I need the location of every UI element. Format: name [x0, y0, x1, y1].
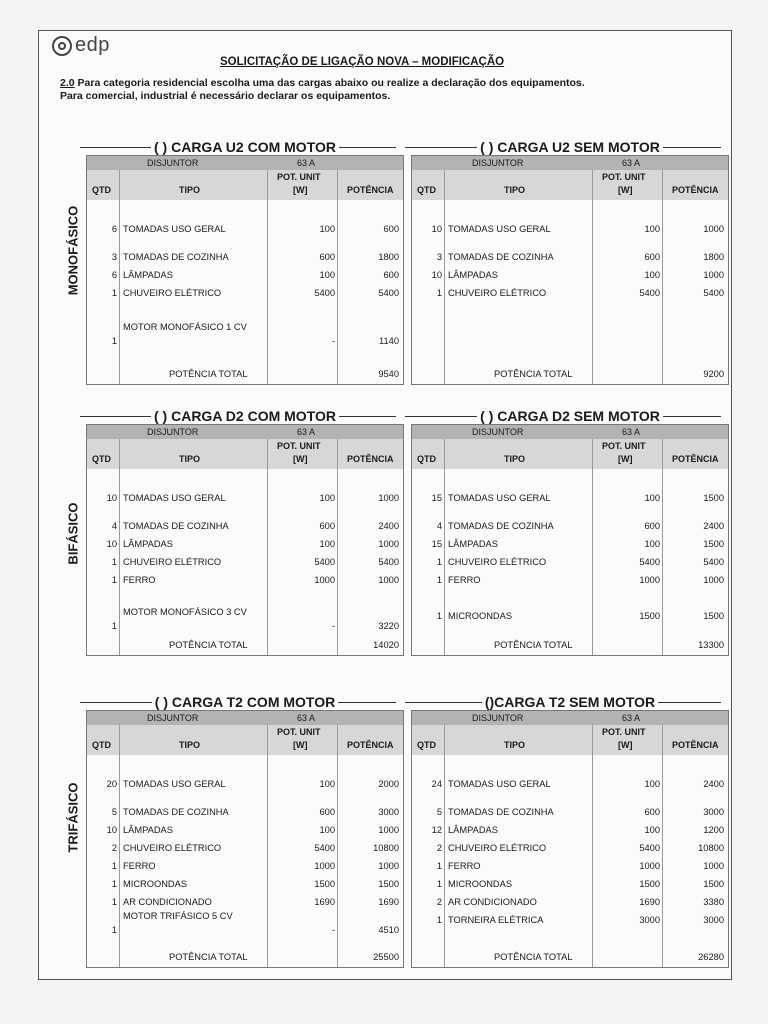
row-qtd: 2 [436, 897, 442, 907]
row-qtd: 1 [111, 336, 117, 346]
row-tipo: TOMADAS DE COZINHA [123, 252, 229, 262]
row-tipo: TOMADAS DE COZINHA [123, 807, 229, 817]
row-pot-unit: 1000 [314, 861, 335, 871]
edp-logo-icon [52, 36, 72, 56]
row-pot-unit: 1500 [639, 611, 660, 621]
load-table [86, 424, 404, 656]
row-pot-unit: 5400 [639, 557, 660, 567]
disjuntor-label: DISJUNTOR [472, 158, 524, 168]
row-tipo: TOMADAS USO GERAL [448, 779, 551, 789]
header-pot-unit: POT. UNIT [602, 172, 646, 182]
row-pot-unit: 5400 [639, 288, 660, 298]
row-pot-unit: 600 [644, 807, 660, 817]
row-tipo: MOTOR MONOFÁSICO 1 CV [123, 322, 247, 332]
row-qtd: 1 [436, 861, 442, 871]
row-qtd: 10 [106, 825, 117, 835]
row-potencia: 1200 [703, 825, 724, 835]
row-potencia: 3000 [703, 807, 724, 817]
table-header [412, 725, 728, 755]
row-qtd: 24 [431, 779, 442, 789]
logo-text: edp [75, 34, 110, 56]
card-title-text: ()CARGA T2 SEM MOTOR [482, 694, 658, 710]
row-qtd: 6 [111, 224, 117, 234]
potencia-total-label: POTÊNCIA TOTAL [494, 640, 573, 650]
disjuntor-row [87, 425, 403, 439]
row-tipo: TOMADAS DE COZINHA [448, 807, 554, 817]
header-pot-unit: POT. UNIT [277, 172, 321, 182]
column-divider [337, 170, 338, 384]
row-pot-unit: - [331, 925, 335, 935]
row-potencia: 1500 [703, 879, 724, 889]
column-divider [119, 439, 120, 655]
row-pot-unit: 1690 [639, 897, 660, 907]
row-tipo: FERRO [448, 861, 481, 871]
load-card [411, 139, 729, 389]
load-table [411, 424, 729, 656]
document-title: SOLICITAÇÃO DE LIGAÇÃO NOVA – MODIFICAÇÃO [220, 56, 505, 68]
row-qtd: 1 [436, 288, 442, 298]
card-title [86, 694, 404, 710]
table-header [87, 439, 403, 469]
row-pot-unit: 3000 [639, 915, 660, 925]
row-potencia: 5400 [703, 288, 724, 298]
header-pot-unit: POT. UNIT [602, 441, 646, 451]
column-divider [662, 725, 663, 967]
disjuntor-label: DISJUNTOR [472, 713, 524, 723]
header-potencia: POTÊNCIA [672, 185, 719, 195]
row-qtd: 1 [111, 861, 117, 871]
potencia-total-value: 14020 [373, 640, 399, 650]
row-tipo: CHUVEIRO ELÉTRICO [448, 843, 547, 853]
row-pot-unit: 1500 [639, 879, 660, 889]
row-qtd: 1 [111, 557, 117, 567]
row-potencia: 1000 [703, 224, 724, 234]
header-pot-unit: POT. UNIT [277, 441, 321, 451]
disjuntor-row [87, 711, 403, 725]
row-tipo: FERRO [448, 575, 481, 585]
row-potencia: 1500 [703, 611, 724, 621]
intro-line1: Para categoria residencial escolha uma das cargas abaixo ou realize a declaração dos equipamentos. [74, 77, 585, 89]
potencia-total-label: POTÊNCIA TOTAL [169, 369, 248, 379]
header-tipo: TIPO [504, 185, 526, 195]
row-potencia: 10800 [698, 843, 724, 853]
row-qtd: 4 [436, 521, 442, 531]
disjuntor-value: 63 A [297, 158, 316, 168]
row-tipo: TOMADAS USO GERAL [123, 493, 226, 503]
header-qtd: QTD [417, 185, 436, 195]
header-pot-unit-w: [W] [293, 740, 308, 750]
row-potencia: 1500 [703, 493, 724, 503]
header-tipo: TIPO [179, 454, 201, 464]
header-pot-unit-w: [W] [293, 185, 308, 195]
row-pot-unit: 100 [319, 493, 335, 503]
header-qtd: QTD [92, 185, 111, 195]
row-tipo: LÂMPADAS [448, 825, 498, 835]
edp-logo [52, 34, 110, 57]
header-pot-unit-w: [W] [618, 740, 633, 750]
row-qtd: 10 [431, 270, 442, 280]
disjuntor-value: 63 A [297, 713, 316, 723]
table-header [87, 725, 403, 755]
load-card [411, 694, 729, 972]
column-divider [444, 170, 445, 384]
row-potencia: 1690 [378, 897, 399, 907]
row-qtd: 10 [106, 539, 117, 549]
row-pot-unit: - [331, 336, 335, 346]
row-tipo: CHUVEIRO ELÉTRICO [123, 557, 222, 567]
row-tipo: CHUVEIRO ELÉTRICO [123, 843, 222, 853]
row-potencia: 3000 [703, 915, 724, 925]
row-potencia: 3220 [378, 621, 399, 631]
row-potencia: 10800 [373, 843, 399, 853]
row-qtd: 1 [111, 621, 117, 631]
row-tipo: TORNEIRA ELÉTRICA [448, 915, 544, 925]
load-card [86, 139, 404, 389]
row-pot-unit: 600 [319, 521, 335, 531]
section-label-bifasico: BIFÁSICO [65, 502, 81, 565]
header-qtd: QTD [92, 740, 111, 750]
disjuntor-row [412, 711, 728, 725]
section-label-monofasico: MONOFÁSICO [65, 205, 81, 296]
card-title [411, 694, 729, 710]
load-table [411, 155, 729, 385]
potencia-total-value: 9200 [703, 369, 724, 379]
column-divider [119, 725, 120, 967]
row-potencia: 2400 [378, 521, 399, 531]
row-potencia: 1000 [378, 825, 399, 835]
row-tipo: AR CONDICIONADO [123, 897, 212, 907]
card-title-text: ( ) CARGA U2 COM MOTOR [151, 139, 339, 155]
row-tipo: LÂMPADAS [448, 270, 498, 280]
row-tipo: TOMADAS USO GERAL [448, 224, 551, 234]
row-potencia: 1800 [378, 252, 399, 262]
row-pot-unit: 100 [644, 493, 660, 503]
card-title-text: ( ) CARGA D2 SEM MOTOR [477, 408, 663, 424]
header-pot-unit-w: [W] [618, 454, 633, 464]
row-pot-unit: 5400 [639, 843, 660, 853]
row-pot-unit: 100 [319, 270, 335, 280]
header-potencia: POTÊNCIA [347, 454, 394, 464]
column-divider [337, 439, 338, 655]
row-tipo: MOTOR MONOFÁSICO 3 CV [123, 607, 247, 617]
header-pot-unit-w: [W] [293, 454, 308, 464]
row-qtd: 5 [111, 807, 117, 817]
row-tipo: TOMADAS DE COZINHA [448, 521, 554, 531]
row-qtd: 4 [111, 521, 117, 531]
potencia-total-value: 25500 [373, 952, 399, 962]
row-tipo: TOMADAS USO GERAL [123, 224, 226, 234]
row-pot-unit: 1000 [314, 575, 335, 585]
card-title-text: ( ) CARGA D2 COM MOTOR [151, 408, 339, 424]
row-pot-unit: 100 [644, 224, 660, 234]
row-potencia: 1000 [378, 575, 399, 585]
row-pot-unit: 5400 [314, 843, 335, 853]
disjuntor-row [412, 425, 728, 439]
row-pot-unit: - [331, 621, 335, 631]
disjuntor-label: DISJUNTOR [147, 158, 199, 168]
row-pot-unit: 100 [319, 224, 335, 234]
row-qtd: 1 [111, 925, 117, 935]
row-qtd: 1 [436, 557, 442, 567]
load-table [86, 155, 404, 385]
row-tipo: CHUVEIRO ELÉTRICO [123, 288, 222, 298]
potencia-total-label: POTÊNCIA TOTAL [169, 952, 248, 962]
load-table [86, 710, 404, 968]
row-qtd: 15 [431, 493, 442, 503]
row-potencia: 1140 [379, 336, 399, 346]
column-divider [337, 725, 338, 967]
column-divider [662, 170, 663, 384]
row-pot-unit: 100 [644, 825, 660, 835]
row-tipo: AR CONDICIONADO [448, 897, 537, 907]
load-card [86, 408, 404, 660]
row-tipo: LÂMPADAS [448, 539, 498, 549]
row-potencia: 1000 [378, 493, 399, 503]
intro-text [60, 77, 700, 103]
row-tipo: TOMADAS USO GERAL [123, 779, 226, 789]
row-pot-unit: 100 [644, 779, 660, 789]
row-tipo: TOMADAS USO GERAL [448, 493, 551, 503]
row-pot-unit: 600 [319, 252, 335, 262]
card-title [86, 139, 404, 155]
row-pot-unit: 1000 [639, 575, 660, 585]
card-title [86, 408, 404, 424]
row-pot-unit: 100 [319, 779, 335, 789]
row-qtd: 3 [436, 252, 442, 262]
header-qtd: QTD [417, 740, 436, 750]
column-divider [662, 439, 663, 655]
row-potencia: 2400 [703, 521, 724, 531]
row-tipo: TOMADAS DE COZINHA [448, 252, 554, 262]
row-qtd: 1 [436, 575, 442, 585]
header-qtd: QTD [92, 454, 111, 464]
header-tipo: TIPO [179, 185, 201, 195]
card-title-text: ( ) CARGA T2 COM MOTOR [152, 694, 338, 710]
row-qtd: 1 [111, 879, 117, 889]
row-tipo: MOTOR TRIFÁSICO 5 CV [123, 911, 233, 921]
column-divider [444, 725, 445, 967]
row-potencia: 600 [383, 270, 399, 280]
potencia-total-value: 13300 [698, 640, 724, 650]
header-potencia: POTÊNCIA [347, 740, 394, 750]
row-tipo: CHUVEIRO ELÉTRICO [448, 288, 547, 298]
header-tipo: TIPO [504, 740, 526, 750]
row-potencia: 3000 [378, 807, 399, 817]
row-potencia: 1000 [703, 575, 724, 585]
row-pot-unit: 1000 [639, 861, 660, 871]
row-qtd: 1 [111, 897, 117, 907]
intro-line2: Para comercial, industrial é necessário declarar os equipamentos. [60, 90, 391, 102]
row-pot-unit: 100 [319, 825, 335, 835]
row-qtd: 5 [436, 807, 442, 817]
row-pot-unit: 5400 [314, 557, 335, 567]
row-qtd: 2 [111, 843, 117, 853]
section-label-trifasico: TRIFÁSICO [65, 782, 81, 853]
row-tipo: MICROONDAS [123, 879, 188, 889]
disjuntor-label: DISJUNTOR [147, 713, 199, 723]
row-pot-unit: 100 [319, 539, 335, 549]
row-tipo: CHUVEIRO ELÉTRICO [448, 557, 547, 567]
row-pot-unit: 600 [644, 521, 660, 531]
row-qtd: 1 [111, 288, 117, 298]
row-qtd: 6 [111, 270, 117, 280]
row-qtd: 1 [436, 915, 442, 925]
row-potencia: 2400 [703, 779, 724, 789]
row-potencia: 1000 [378, 539, 399, 549]
row-potencia: 2000 [378, 779, 399, 789]
load-card [86, 694, 404, 972]
row-potencia: 1500 [703, 539, 724, 549]
card-title-text: ( ) CARGA U2 SEM MOTOR [477, 139, 663, 155]
disjuntor-value: 63 A [297, 427, 316, 437]
row-pot-unit: 600 [644, 252, 660, 262]
row-tipo: MICROONDAS [448, 611, 513, 621]
row-qtd: 3 [111, 252, 117, 262]
column-divider [119, 170, 120, 384]
disjuntor-value: 63 A [622, 427, 641, 437]
row-potencia: 5400 [703, 557, 724, 567]
header-potencia: POTÊNCIA [672, 454, 719, 464]
row-qtd: 15 [431, 539, 442, 549]
table-header [412, 439, 728, 469]
row-tipo: FERRO [123, 861, 156, 871]
load-table [411, 710, 729, 968]
card-title [411, 408, 729, 424]
row-tipo: TOMADAS DE COZINHA [123, 521, 229, 531]
disjuntor-row [412, 156, 728, 170]
row-tipo: FERRO [123, 575, 156, 585]
row-potencia: 1000 [703, 861, 724, 871]
header-qtd: QTD [417, 454, 436, 464]
row-potencia: 1500 [378, 879, 399, 889]
header-potencia: POTÊNCIA [347, 185, 394, 195]
header-pot-unit: POT. UNIT [277, 727, 321, 737]
row-qtd: 10 [431, 224, 442, 234]
row-potencia: 5400 [378, 557, 399, 567]
potencia-total-label: POTÊNCIA TOTAL [169, 640, 248, 650]
intro-number: 2.0 [60, 77, 75, 89]
row-qtd: 12 [431, 825, 442, 835]
row-pot-unit: 600 [319, 807, 335, 817]
disjuntor-label: DISJUNTOR [147, 427, 199, 437]
row-tipo: LÂMPADAS [123, 825, 173, 835]
header-tipo: TIPO [179, 740, 201, 750]
row-potencia: 1800 [703, 252, 724, 262]
row-qtd: 10 [106, 493, 117, 503]
row-potencia: 4510 [378, 925, 399, 935]
load-card [411, 408, 729, 660]
header-pot-unit: POT. UNIT [602, 727, 646, 737]
row-pot-unit: 1500 [314, 879, 335, 889]
disjuntor-row [87, 156, 403, 170]
row-qtd: 20 [106, 779, 117, 789]
row-pot-unit: 5400 [314, 288, 335, 298]
row-potencia: 5400 [378, 288, 399, 298]
disjuntor-label: DISJUNTOR [472, 427, 524, 437]
potencia-total-label: POTÊNCIA TOTAL [494, 369, 573, 379]
row-qtd: 2 [436, 843, 442, 853]
card-title [411, 139, 729, 155]
row-pot-unit: 100 [644, 539, 660, 549]
row-pot-unit: 1690 [314, 897, 335, 907]
row-potencia: 1000 [703, 270, 724, 280]
header-potencia: POTÊNCIA [672, 740, 719, 750]
row-qtd: 1 [111, 575, 117, 585]
header-tipo: TIPO [504, 454, 526, 464]
header-pot-unit-w: [W] [618, 185, 633, 195]
row-qtd: 1 [436, 879, 442, 889]
row-potencia: 1000 [378, 861, 399, 871]
row-tipo: LÂMPADAS [123, 539, 173, 549]
row-potencia: 3380 [703, 897, 724, 907]
disjuntor-value: 63 A [622, 158, 641, 168]
potencia-total-value: 9540 [378, 369, 399, 379]
row-potencia: 600 [383, 224, 399, 234]
row-tipo: MICROONDAS [448, 879, 513, 889]
row-pot-unit: 100 [644, 270, 660, 280]
table-header [87, 170, 403, 200]
row-tipo: LÂMPADAS [123, 270, 173, 280]
table-header [412, 170, 728, 200]
disjuntor-value: 63 A [622, 713, 641, 723]
potencia-total-label: POTÊNCIA TOTAL [494, 952, 573, 962]
row-qtd: 1 [436, 611, 442, 621]
column-divider [444, 439, 445, 655]
potencia-total-value: 26280 [698, 952, 724, 962]
